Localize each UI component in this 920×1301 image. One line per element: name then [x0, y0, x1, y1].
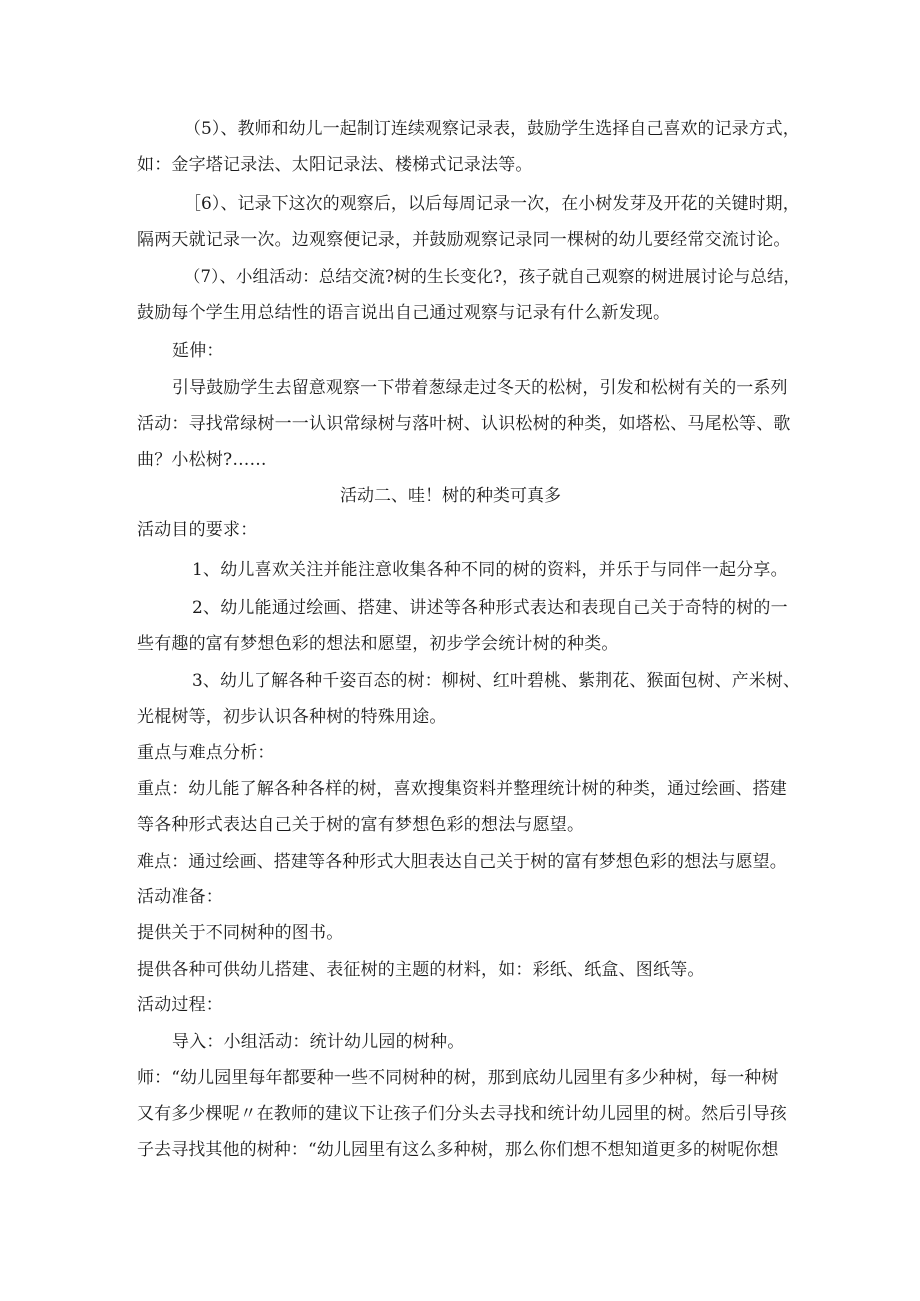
goal-2-line-2: 些有趣的富有梦想色彩的想法和愿望，初步学会统计树的种类。: [137, 634, 619, 654]
preparation-item-2: 提供各种可供幼儿搭建、表征树的主题的材料，如：彩纸、纸盒、图纸等。: [137, 960, 705, 980]
extension-line-3: 曲？小松树?……: [137, 450, 267, 470]
extension-line-2: 活动：寻找常绿树一一认识常绿树与落叶树、认识松树的种类，如塔松、马尾松等、歌: [137, 414, 791, 434]
paragraph-7-line-1: （7）、小组活动：总结交流?树的生长变化?，孩子就自己观察的树进展讨论与总结，: [184, 267, 801, 286]
paragraph-5-line-2: 如：金字塔记录法、太阳记录法、楼梯式记录法等。: [137, 155, 533, 175]
key-point-line-2: 等各种形式表达自己关于树的富有梦想色彩的想法与愿望。: [137, 815, 585, 835]
goal-3-line-1: 3、幼儿了解各种千姿百态的树：柳树、红叶碧桃、紫荆花、猴面包树、产米树、: [192, 670, 801, 690]
paragraph-7-line-2: 鼓励每个学生用总结性的语言说出自己通过观察与记录有什么新发现。: [137, 303, 671, 323]
preparation-heading: 活动准备：: [137, 887, 223, 907]
key-difficulty-heading: 重点与难点分析：: [137, 743, 275, 763]
preparation-item-1: 提供关于不同树种的图书。: [137, 923, 344, 943]
paragraph-6-line-2: 隔两天就记录一次。边观察便记录，并鼓励观察记录同一棵树的幼儿要经常交流讨论。: [137, 230, 791, 250]
difficulty-line: 难点：通过绘画、搭建等各种形式大胆表达自己关于树的富有梦想色彩的想法与愿望。: [137, 852, 787, 872]
process-heading: 活动过程：: [137, 995, 223, 1015]
goal-1: 1、幼儿喜欢关注并能注意收集各种不同的树的资料，并乐于与同伴一起分享。: [192, 560, 788, 580]
teacher-line-2: 又有多少棵呢〃在教师的建议下让孩子们分头去寻找和统计幼儿园里的树。然后引导孩: [137, 1104, 787, 1124]
extension-heading: 延伸：: [172, 341, 224, 361]
goals-heading: 活动目的要求：: [137, 520, 258, 540]
activity-two-title: 活动二、哇！树的种类可真多: [340, 486, 561, 506]
paragraph-5-line-1: （5）、教师和幼儿一起制订连续观察记录表，鼓励学生选择自己喜欢的记录方式，: [184, 118, 800, 138]
extension-line-1: 引导鼓励学生去留意观察一下带着葱绿走过冬天的松树，引发和松树有关的一系列: [172, 378, 788, 398]
goal-3-line-2: 光棍树等，初步认识各种树的特殊用途。: [137, 707, 447, 727]
intro-line: 导入：小组活动：统计幼儿园的树种。: [172, 1032, 465, 1052]
goal-2-line-1: 2、幼儿能通过绘画、搭建、讲述等各种形式表达和表现自己关于奇特的树的一: [192, 598, 788, 618]
teacher-line-1: 师：“幼儿园里每年都要种一些不同树种的树，那到底幼儿园里有多少种树，每一种树: [137, 1068, 779, 1088]
key-point-line-1: 重点：幼儿能了解各种各样的树，喜欢搜集资料并整理统计树的种类，通过绘画、搭建: [137, 779, 787, 799]
paragraph-6-line-1: ［6）、记录下这次的观察后，以后每周记录一次，在小树发芽及开花的关键时期，: [184, 193, 800, 213]
teacher-line-3: 子去寻找其他的树种：“幼儿园里有这么多种树，那么你们想不想知道更多的树呢你想: [137, 1140, 779, 1160]
